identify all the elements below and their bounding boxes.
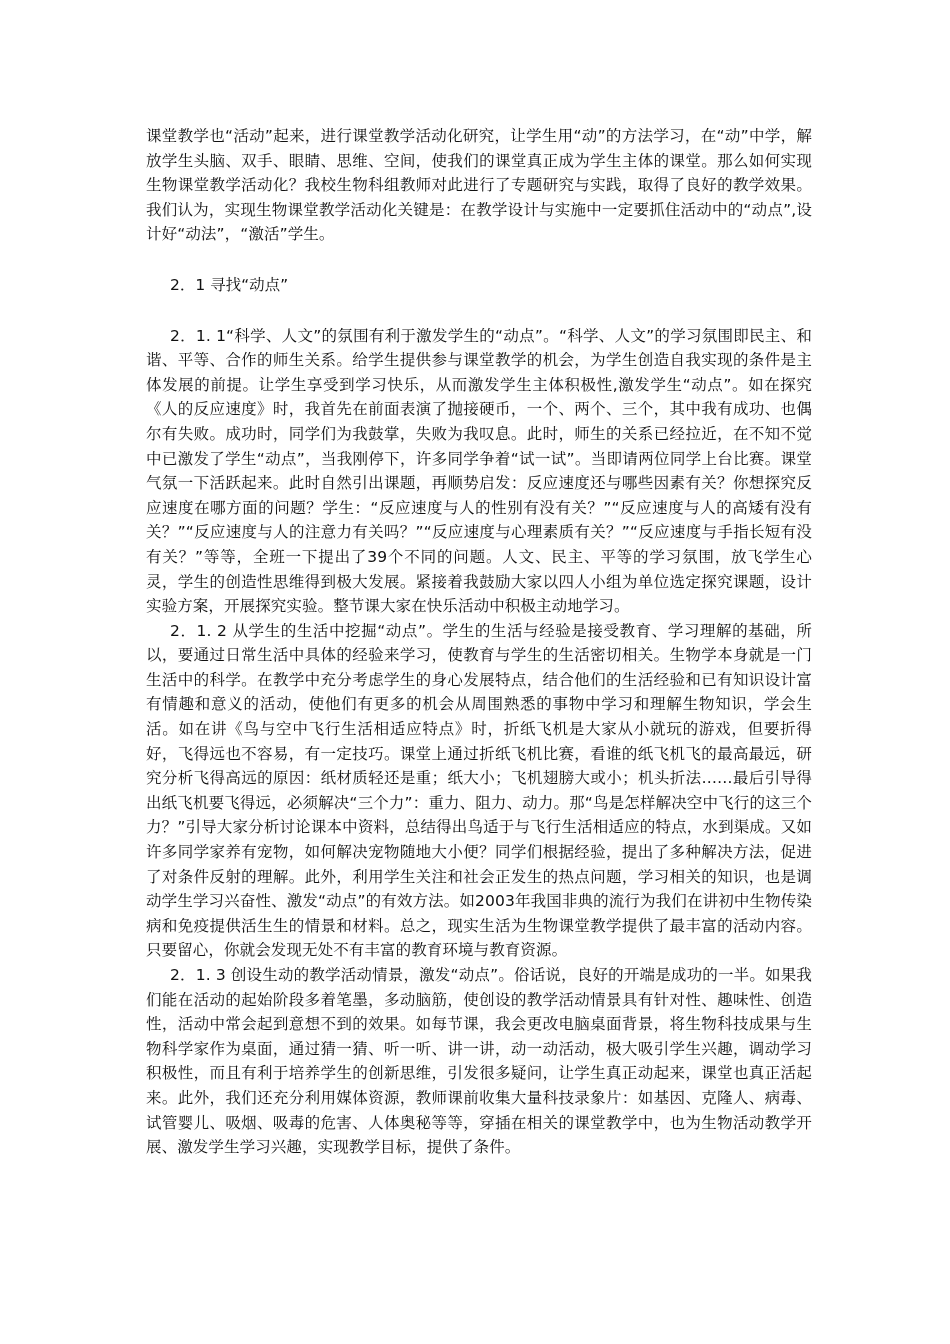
intro-paragraph: 课堂教学也“活动”起来，进行课堂教学活动化研究，让学生用“动”的方法学习，在“动”中学，解放学生头脑、双手、眼睛、思维、空间，使我们的课堂真正成为学生主体的课堂。那么如何实现生物课堂教学活动化？我校生物科组教师对此进行了专题研究与实践，取得了良好的教学效果。我们认为，实现生物课堂教学活动化关键是：在教学设计与实施中一定要抓住活动中的“动点”,设计好“动法”，“激活”学生。 <box>146 127 812 244</box>
document-page <box>146 124 812 1160</box>
paragraph-2-1-2: 2．1. 2 从学生的生活中挖掘“动点”。学生的生活与经验是接受教育、学习理解的基础，所以，要通过日常生活中具体的经验来学习，使教育与学生的生活密切相关。生物学本身就是一门生活中的科学。在教学中充分考虑学生的身心发展特点，结合他们的生活经验和已有知识设计富有情趣和意义的活动，使他们有更多的机会从周围熟悉的事物中学习和理解生物知识，学会生活。如在讲《鸟与空中飞行生活相适应特点》时，折纸飞机是大家从小就玩的游戏，但要折得好，飞得远也不容易，有一定技巧。课堂上通过折纸飞机比赛，看谁的纸飞机飞的最高最远，研究分析飞得高远的原因：纸材质轻还是重；纸大小；飞机翅膀大或小；机头折法……最后引导得出纸飞机要飞得远，必须解决“三个力”：重力、阻力、动力。那“鸟是怎样解决空中飞行的这三个力？”引导大家分析讨论课本中资料，总结得出鸟适于与飞行生活相适应的特点，水到渠成。又如许多同学家养有宠物，如何解决宠物随地大小便？同学们根据经验，提出了多种解决方法，促进了对条件反射的理解。此外，利用学生关注和社会正发生的热点问题，学习相关的知识，也是调动学生学习兴奋性、激发“动点”的有效方法。如2003年我国非典的流行为我们在讲初中生物传染病和免疫提供活生生的情景和材料。总之，现实生活为生物课堂教学提供了最丰富的活动内容。只要留心，你就会发现无处不有丰富的教育环境与教育资源。 <box>146 621 812 960</box>
spacer <box>146 247 812 273</box>
paragraph-2-1-3: 2．1. 3 创设生动的教学活动情景，激发“动点”。俗话说，良好的开端是成功的一半。如果我们能在活动的起始阶段多着笔墨，多动脑筋，使创设的教学活动情景具有针对性、趣味性、创造性，活动中常会起到意想不到的效果。如每节课，我会更改电脑桌面背景，将生物科技成果与生物科学家作为桌面，通过猜一猜、听一听、讲一讲，动一动活动，极大吸引学生兴趣，调动学习积极性，而且有利于培养学生的创新思维，引发很多疑问，让学生真正动起来，课堂也真正活起来。此外，我们还充分利用媒体资源，教师课前收集大量科技录象片：如基因、克隆人、病毒、试管婴儿、吸烟、吸毒的危害、人体奥秘等等，穿插在相关的课堂教学中，也为生物活动教学开展、激发学生学习兴趣，实现教学目标，提供了条件。 <box>146 966 812 1157</box>
paragraph-2-1-1: 2．1. 1“科学、人文”的氛围有利于激发学生的“动点”。“科学、人文”的学习氛围即民主、和谐、平等、合作的师生关系。给学生提供参与课堂教学的机会，为学生创造自我实现的条件是主体发展的前提。让学生享受到学习快乐，从而激发学生主体积极性,激发学生“动点”。如在探究《人的反应速度》时，我首先在前面表演了抛接硬币，一个、两个、三个，其中我有成功、也偶尔有失败。成功时，同学们为我鼓掌，失败为我叹息。此时，师生的关系已经拉近，在不知不觉中已激发了学生“动点”，当我刚停下，许多同学争着“试一试”。当即请两位同学上台比赛。课堂气氛一下活跃起来。此时自然引出课题，再顺势启发：反应速度还与哪些因素有关？你想探究反应速度在哪方面的问题？学生：“反应速度与人的性别有没有关？”“反应速度与人的高矮有没有关？”“反应速度与人的注意力有关吗？”“反应速度与心理素质有关？”“反应速度与手指长短有没有关？”等等，全班一下提出了39个不同的问题。人文、民主、平等的学习氛围，放飞学生心灵，学生的创造性思维得到极大发展。紧接着我鼓励大家以四人小组为单位选定探究课题，设计实验方案，开展探究实验。整节课大家在快乐活动中积极主动地学习。 <box>146 326 812 616</box>
section-heading: 2．1 寻找“动点” <box>170 275 289 294</box>
spacer <box>146 298 812 324</box>
